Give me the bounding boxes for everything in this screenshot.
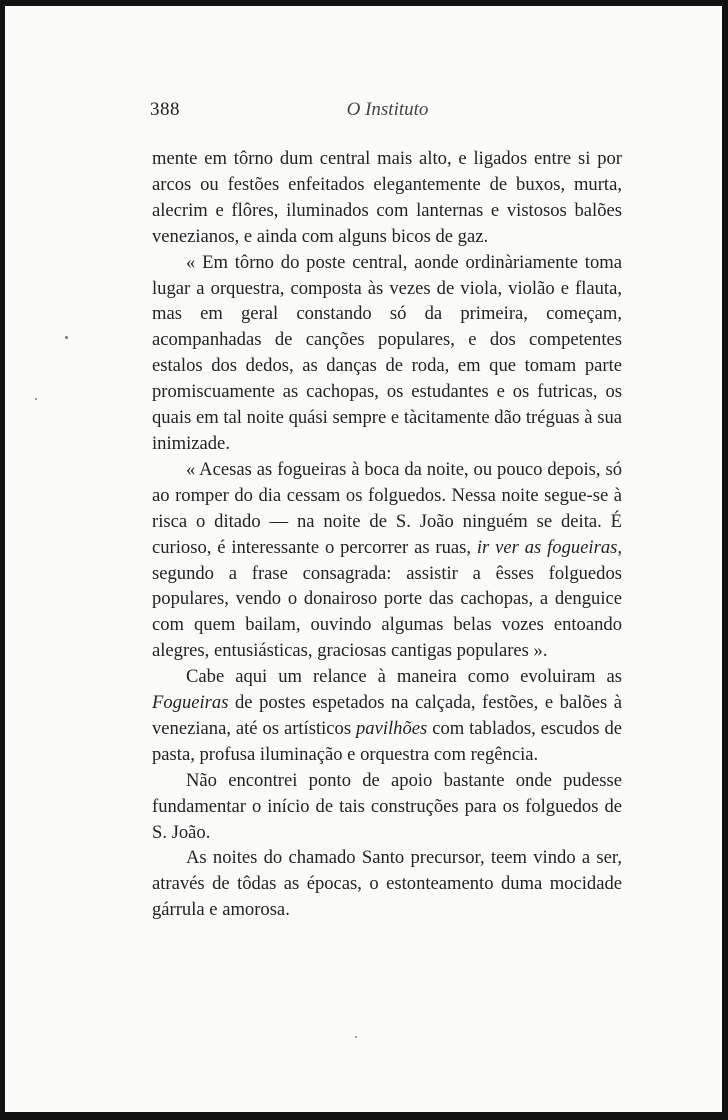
paragraph — [152, 845, 622, 923]
text-run: mente em tôrno dum central mais alto, e ligados entre si por arcos ou festões enfeitados elegantemente de buxos, murta, alecrim e flôres, iluminados com lanternas e vistosos balões venezianos, e ainda com alguns bicos de gaz. — [152, 148, 622, 247]
italic-phrase: Fogueiras — [152, 692, 229, 714]
scan-speck — [35, 398, 37, 400]
body-text — [152, 146, 622, 923]
text-run: « Em tôrno do poste central, aonde ordinàriamente toma lugar a orquestra, composta às vezes de viola, violão e flauta, mas em geral constando só da primeira, começam, acompanhadas de canções populares, e dos competentes estalos dos dedos, as danças de roda, em que tomam parte promiscuamente as cachopas, os estudantes e os futricas, os quais em tal noite quási sempre e tàcitamente dão tréguas à sua inimizade. — [152, 251, 622, 454]
scan-speck — [355, 1036, 357, 1038]
text-run: Cabe aqui um relance à maneira como evoluiram as — [186, 666, 622, 688]
running-title: O Instituto — [346, 99, 429, 120]
text-run: « Acesas as fogueiras à boca da noite, ou pouco depois, só ao romper do dia cessam os folguedos. Nessa noite segue-se à risca o ditado — na noite de S. João ninguém se deita. É curioso, é interessante o percorrer as ruas, — [152, 458, 622, 558]
paragraph — [152, 250, 622, 457]
page-number: 388 — [150, 99, 180, 120]
scan-speck — [65, 336, 68, 339]
paragraph — [152, 146, 622, 250]
text-run: As noites do chamado Santo precursor, teem vindo a ser, através de tôdas as épocas, o estonteamento duma mocidade gárrula e amorosa. — [152, 847, 622, 921]
text-run: segundo a frase consagrada: assistir a êsses folguedos populares, vendo o donairoso porte das cachopas, a denguice com quem bailam, ouvindo algumas belas vozes entoando alegres, entusiásticas, graciosas cantigas populares ». — [152, 562, 622, 662]
paragraph — [152, 457, 622, 664]
paragraph — [152, 664, 622, 768]
page-header — [150, 99, 625, 127]
paragraph — [152, 768, 622, 846]
text-run: com tablados, escudos de pasta, profusa iluminação e orquestra com regência. — [152, 717, 622, 765]
text-run: Não encontrei ponto de apoio bastante onde pudesse fundamentar o início de tais construções para os folguedos de S. João. — [152, 769, 622, 843]
text-run: de postes espetados na calçada, festões, e balões à veneziana, até os artísticos — [152, 692, 622, 739]
italic-phrase: pavilhões — [356, 717, 428, 739]
italic-phrase: ir ver as fogueiras, — [476, 536, 623, 558]
